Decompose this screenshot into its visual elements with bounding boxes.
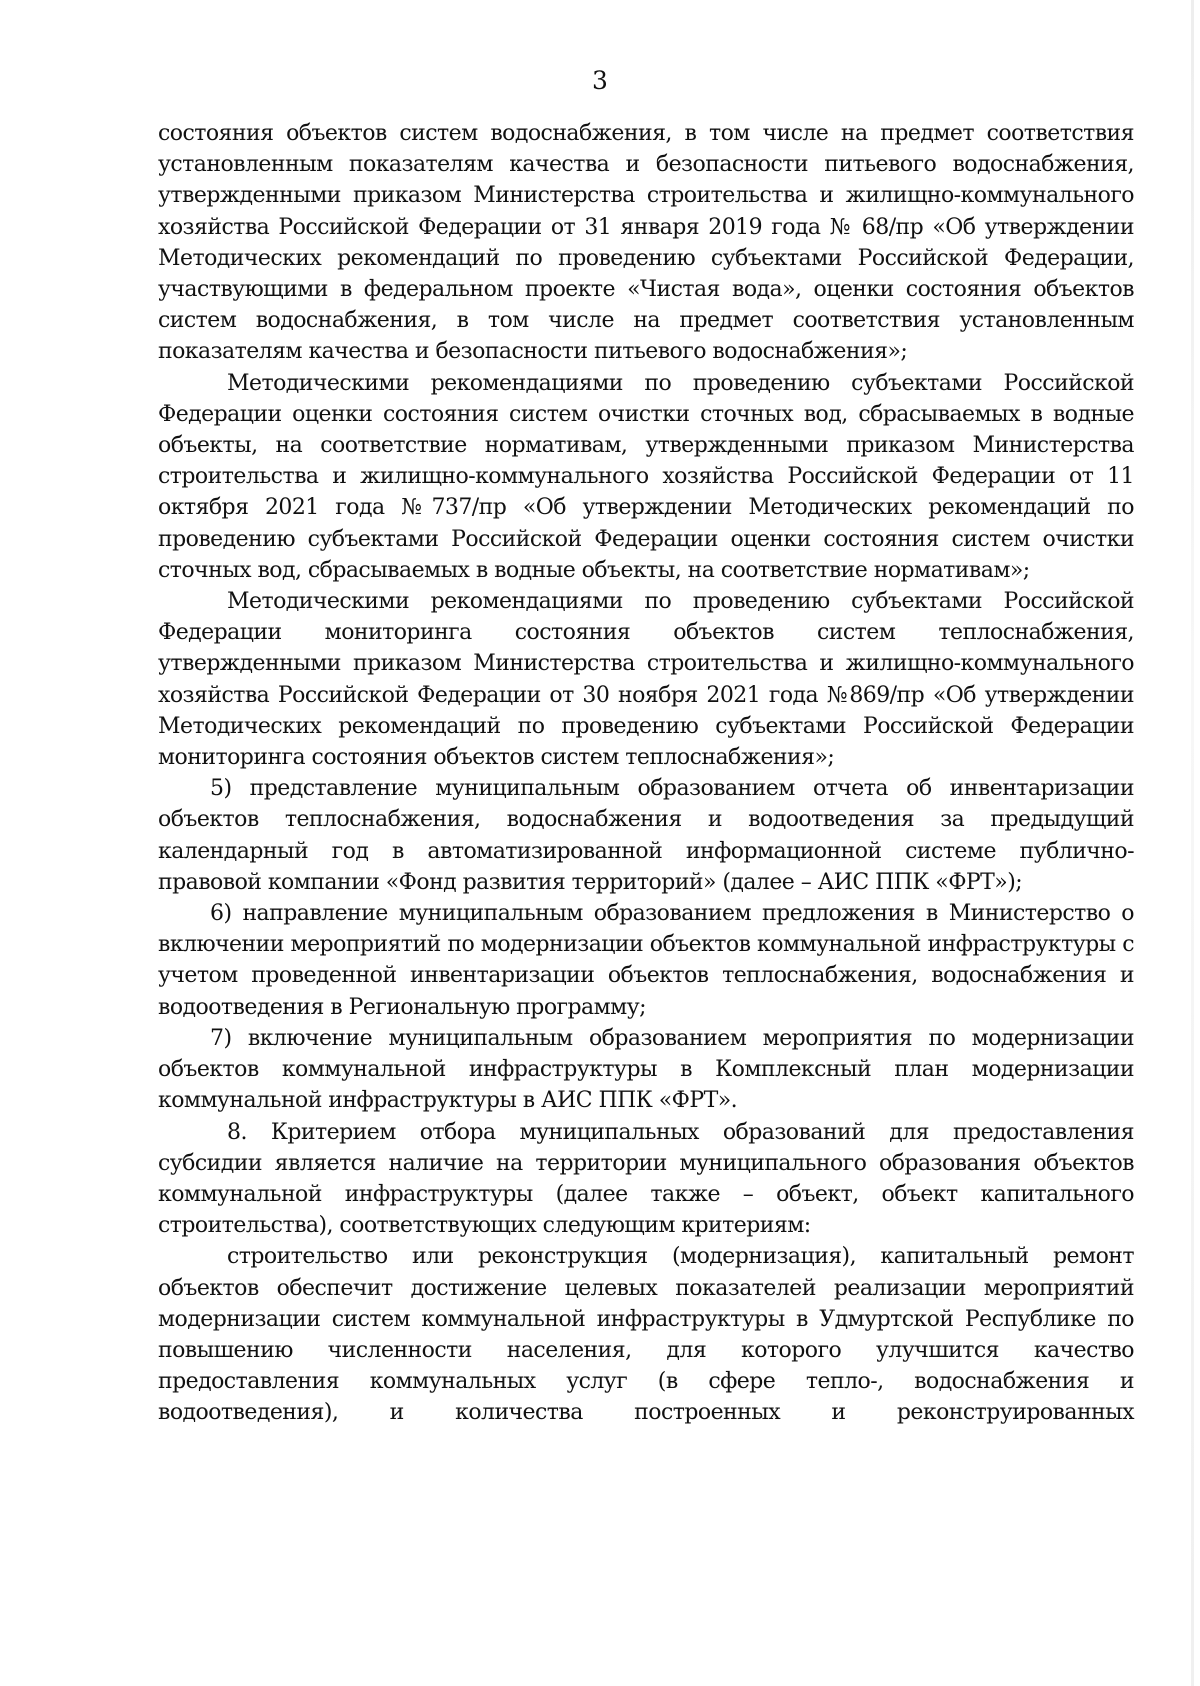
paragraph-continuation: состояния объектов систем водоснабжения, в том числе на предмет соответствия установленным показателям качества и безопасности питьевого водоснабжения, утвержденными приказом Министерства строительства и жилищно-коммунального хозяйства Российской Федерации от 31 января 2019 года № 68/пр «Об утверждении Методических рекомендаций по проведению субъектами Российской Федерации, участвующими в федеральном проекте «Чистая вода», оценки состояния объектов систем водоснабжения, в том числе на предмет соответствия установленным показателям качества и безопасности питьевого водоснабжения»; xyxy=(158,121,1134,365)
paragraph-8-criteria: 8. Критерием отбора муниципальных образований для предоставления субсидии является наличие на территории муниципального образования объектов коммунальной инфраструктуры (далее также – объект, объект капитального строительства), соответствующих следующим критериям: xyxy=(158,1119,1134,1239)
paragraph-wastewater-recommendations: Методическими рекомендациями по проведению субъектами Российской Федерации оценки состояния систем очистки сточных вод, сбрасываемых в водные объекты, на соответствие нормативам, утвержденными приказом Министерства строительства и жилищно-коммунального хозяйства Российской Федерации от 11 октября 2021 года №737/пр «Об утверждении Методических рекомендаций по проведению субъектами Российской Федерации оценки состояния систем очистки сточных вод, сбрасываемых в водные объекты, на соответствие нормативам»; xyxy=(158,370,1134,583)
scan-edge xyxy=(1191,0,1194,1686)
page-number: 3 xyxy=(592,66,608,95)
list-item-7: 7) включение муниципальным образованием мероприятия по модернизации объектов коммунальной инфраструктуры в Комплексный план модернизации коммунальной инфраструктуры в АИС ППК «ФРТ». xyxy=(158,1025,1134,1114)
paragraph-heat-supply-recommendations: Методическими рекомендациями по проведению субъектами Российской Федерации мониторинга состояния объектов систем теплоснабжения, утвержденными приказом Министерства строительства и жилищно-коммунального хозяйства Российской Федерации от 30 ноября 2021 года №869/пр «Об утверждении Методических рекомендаций по проведению субъектами Российской Федерации мониторинга состояния объектов систем теплоснабжения»; xyxy=(158,589,1134,771)
list-item-5: 5) представление муниципальным образованием отчета об инвентаризации объектов теплоснабжения, водоснабжения и водоотведения за предыдущий календарный год в автоматизированной информационной системе публично-правовой компании «Фонд развития территорий» (далее – АИС ППК «ФРТ»); xyxy=(158,776,1134,895)
list-item-6: 6) направление муниципальным образованием предложения в Министерство о включении мероприятий по модернизации объектов коммунальной инфраструктуры с учетом проведенной инвентаризации объектов теплоснабжения, водоснабжения и водоотведения в Региональную программу; xyxy=(158,901,1134,1020)
document-body xyxy=(158,118,1134,1429)
paragraph-criteria-construction: строительство или реконструкция (модернизация), капитальный ремонт объектов обеспечит достижение целевых показателей реализации мероприятий модернизации систем коммунальной инфраструктуры в Удмуртской Республике по повышению численности населения, для которого улучшится качество предоставления коммунальных услуг (в сфере тепло-, водоснабжения и водоотведения), и количества построенных и реконструированных xyxy=(158,1244,1134,1426)
